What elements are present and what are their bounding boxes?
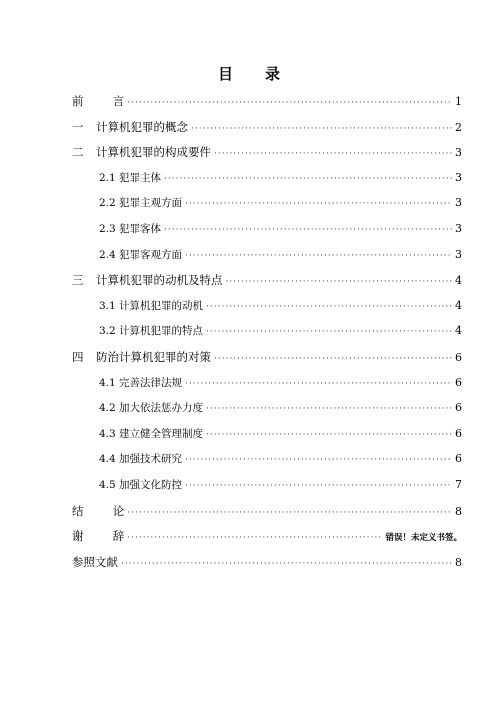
toc-entry[interactable] [72,555,462,569]
toc-entry-label: 计算机犯罪的构成要件 [96,145,211,159]
toc-entry[interactable] [99,324,462,338]
toc-entry-label: 4.3 建立健全管理制度 [99,428,204,440]
toc-entry[interactable] [72,504,462,518]
toc-leader-dots [214,147,452,161]
toc-entry-label: 结 论 [72,504,125,518]
toc-entry-label: 2.2 犯罪主观方面 [99,197,183,209]
toc-page-number: 3 [455,171,462,184]
toc-entry-label: 3.1 计算机犯罪的动机 [99,300,204,312]
toc-leader-dots [164,223,452,237]
toc-leader-dots [127,96,452,110]
toc-page-number: 2 [455,121,462,134]
toc-leader-dots [214,352,452,366]
toc-leader-dots [206,325,452,339]
toc-entry[interactable] [99,196,462,210]
toc-entry-label: 4.1 完善法律法规 [99,377,183,389]
toc-leader-dots [127,506,452,520]
toc-page-number: 3 [455,146,462,159]
toc-entry[interactable] [72,120,462,134]
toc-page-number: 4 [455,299,462,312]
toc-entry-label: 计算机犯罪的概念 [96,120,188,134]
toc-entry-number: 三 [72,273,84,287]
toc-page-number: 8 [455,505,462,518]
toc-entry-label: 防治计算机犯罪的对策 [96,350,211,364]
toc-entry[interactable] [72,94,462,108]
toc-leader-dots [127,531,382,545]
toc-leader-dots [185,377,452,391]
toc-leader-dots [185,249,452,263]
toc-page-number: 3 [455,196,462,209]
toc-page-number: 6 [455,427,462,440]
toc-entry-label: 2.3 犯罪客体 [99,223,162,235]
toc-entry-label: 参照文献 [72,555,118,569]
toc-page-number: 3 [455,222,462,235]
toc-entry-number: 一 [72,120,84,134]
toc-entry-label: 2.4 犯罪客观方面 [99,249,183,261]
toc-page-number: 6 [455,351,462,364]
toc-title-right: 录 [265,65,283,83]
toc-entry[interactable] [72,350,462,364]
toc-entry-label: 4.2 加大依法惩办力度 [99,402,204,414]
toc-page-number: 1 [455,95,462,108]
toc-entry-label: 2.1 犯罪主体 [99,172,162,184]
toc-entry[interactable] [72,145,462,159]
toc-entry[interactable] [99,222,462,236]
toc-entry[interactable] [99,248,462,262]
toc-entry-label: 3.2 计算机犯罪的特点 [99,325,204,337]
toc-leader-dots [121,557,452,571]
toc-leader-dots [206,300,452,314]
toc-entry[interactable] [99,401,462,415]
toc-entry[interactable] [99,171,462,185]
toc-title [0,63,500,84]
toc-page-number: 6 [455,376,462,389]
toc-page-number: 错误！未定义书签。 [385,533,462,543]
toc-entry[interactable] [99,299,462,313]
toc-page-number: 4 [455,324,462,337]
toc-leader-dots [206,402,452,416]
toc-page-number: 6 [455,401,462,414]
toc-leader-dots [226,275,453,289]
toc-entry[interactable] [99,376,462,390]
toc-entry-label: 4.5 加强文化防控 [99,479,183,491]
toc-page-number: 8 [455,556,462,569]
toc-leader-dots [191,122,452,136]
toc-page-number: 7 [455,478,462,491]
toc-entry-label: 谢 辞 [72,529,125,543]
toc-entry[interactable] [72,529,462,543]
toc-entry[interactable] [99,478,462,492]
toc-title-left: 目 [217,65,235,83]
toc-page-number: 6 [455,452,462,465]
toc-entry[interactable] [99,452,462,466]
toc-entry-number: 四 [72,350,84,364]
toc-entry-label: 4.4 加强技术研究 [99,453,183,465]
toc-leader-dots [185,453,452,467]
toc-leader-dots [185,479,452,493]
toc-entry-label: 前 言 [72,94,125,108]
toc-leader-dots [206,428,452,442]
toc-page-number: 3 [455,248,462,261]
toc-entry[interactable] [99,427,462,441]
toc-entry[interactable] [72,273,462,287]
toc-leader-dots [185,197,452,211]
toc-page-number: 4 [455,274,462,287]
toc-leader-dots [164,172,452,186]
toc-entry-number: 二 [72,145,84,159]
toc-entry-label: 计算机犯罪的动机及特点 [96,273,223,287]
